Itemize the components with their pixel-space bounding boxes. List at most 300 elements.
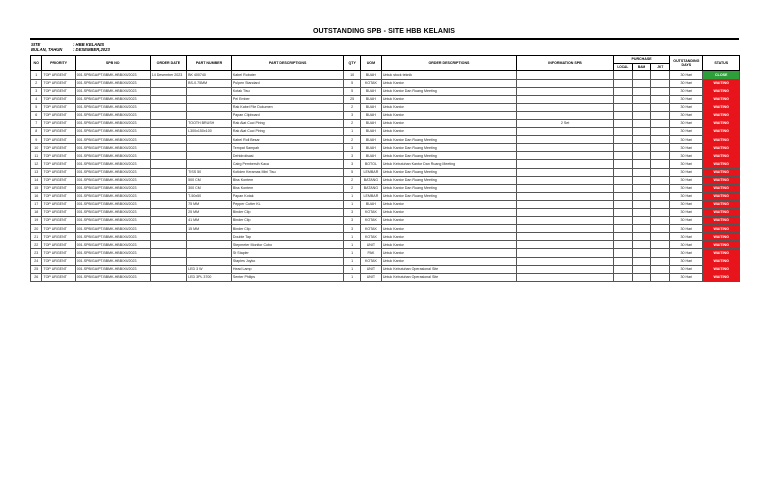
cell-qty: 1 [344, 273, 361, 281]
cell-status: WAITING [703, 136, 740, 144]
cell-part-description: Papan Clipboard [231, 111, 343, 119]
cell-order-date [150, 209, 186, 217]
cell-uom: BUAH [361, 103, 382, 111]
cell-priority: TOP URGENT [42, 136, 75, 144]
cell-no: 19 [31, 217, 42, 225]
cell-purchase-jkt [651, 225, 670, 233]
cell-no: 1 [31, 71, 42, 79]
cell-purchase-bam [632, 87, 651, 95]
cell-purchase-jkt [651, 257, 670, 265]
cell-part-description: Stepmeter Monitor Cobo [231, 241, 343, 249]
cell-order-description: Untuk stock teknik [381, 71, 516, 79]
table-row [31, 273, 740, 281]
cell-spb-no: 001.SPB/GA/PT.BBMK-HBB/XII/2023 [75, 192, 150, 200]
cell-purchase-bam [632, 225, 651, 233]
cell-spb-no: 001.SPB/GA/PT.BBMK-HBB/XII/2023 [75, 160, 150, 168]
cell-status: WAITING [703, 87, 740, 95]
cell-purchase-bam [632, 119, 651, 127]
report-title: OUTSTANDING SPB - SITE HBB KELANIS [312, 28, 456, 35]
cell-information-spb [517, 95, 614, 103]
cell-priority: TOP URGENT [42, 79, 75, 87]
cell-outstanding-days: 30 Hari [670, 136, 703, 144]
cell-qty: 1 [344, 249, 361, 257]
cell-spb-no: 001.SPB/GA/PT.BBMK-HBB/XII/2023 [75, 209, 150, 217]
cell-uom: BUAH [361, 128, 382, 136]
cell-purchase-local [613, 192, 632, 200]
cell-priority: TOP URGENT [42, 217, 75, 225]
cell-purchase-local [613, 241, 632, 249]
cell-part-number: 500 CM [187, 176, 232, 184]
meta-site-value: : HBB KELANIS [73, 42, 105, 47]
cell-uom: KOTAK [361, 217, 382, 225]
cell-status: WAITING [703, 103, 740, 111]
cell-purchase-bam [632, 152, 651, 160]
cell-order-description: Untuk Kantor [381, 257, 516, 265]
cell-status: WAITING [703, 79, 740, 87]
cell-status: WAITING [703, 111, 740, 119]
cell-qty: 2 [344, 103, 361, 111]
col-no: NO [31, 56, 42, 71]
cell-order-date [150, 128, 186, 136]
cell-purchase-local [613, 217, 632, 225]
col-information-spb: INFORMATION SPB [517, 56, 614, 71]
cell-order-description: Untuk Kantor [381, 217, 516, 225]
table-row [31, 225, 740, 233]
cell-part-number [187, 257, 232, 265]
cell-part-description: Binder Clip [231, 225, 343, 233]
cell-order-description: Untuk Kantor [381, 225, 516, 233]
cell-part-description: Biss Kontem [231, 176, 343, 184]
cell-purchase-local [613, 209, 632, 217]
cell-outstanding-days: 30 Hari [670, 144, 703, 152]
table-row [31, 103, 740, 111]
meta-site-label: SITE [31, 42, 41, 47]
cell-order-description: Untuk Kantor [381, 79, 516, 87]
cell-purchase-bam [632, 136, 651, 144]
cell-information-spb [517, 241, 614, 249]
cell-information-spb [517, 103, 614, 111]
cell-no: 18 [31, 209, 42, 217]
cell-uom: KOTAK [361, 225, 382, 233]
table-row [31, 200, 740, 208]
cell-purchase-bam [632, 144, 651, 152]
cell-information-spb [517, 152, 614, 160]
cell-uom: KOTAK [361, 209, 382, 217]
cell-information-spb [517, 111, 614, 119]
cell-purchase-jkt [651, 241, 670, 249]
cell-qty: 5 [344, 79, 361, 87]
col-outstanding-days: OUTSTANDING DAYS [670, 56, 703, 71]
cell-uom: KOTAK [361, 257, 382, 265]
cell-purchase-bam [632, 95, 651, 103]
cell-status: WAITING [703, 209, 740, 217]
cell-no: 8 [31, 128, 42, 136]
cell-order-date [150, 225, 186, 233]
cell-purchase-bam [632, 176, 651, 184]
cell-status: WAITING [703, 128, 740, 136]
cell-part-description: Tempat Sampah [231, 144, 343, 152]
cell-qty: 5 [344, 168, 361, 176]
cell-purchase-jkt [651, 144, 670, 152]
cell-status: WAITING [703, 184, 740, 192]
col-qty: QTY [344, 56, 361, 71]
cell-order-description: Untuk Kantor [381, 95, 516, 103]
cell-order-description: Untuk Kantor [381, 241, 516, 249]
cell-priority: TOP URGENT [42, 257, 75, 265]
col-purchase-local: LOCAL [613, 64, 632, 71]
cell-no: 9 [31, 136, 42, 144]
cell-purchase-local [613, 119, 632, 127]
cell-status: WAITING [703, 119, 740, 127]
cell-order-description: Untuk Kantor [381, 119, 516, 127]
cell-purchase-local [613, 160, 632, 168]
cell-uom: BUAH [361, 111, 382, 119]
cell-order-description: Untuk Kantor [381, 111, 516, 119]
cell-purchase-jkt [651, 233, 670, 241]
cell-purchase-local [613, 257, 632, 265]
cell-part-description: Pepper Cutter KL [231, 200, 343, 208]
cell-status: WAITING [703, 95, 740, 103]
cell-qty: 10 [344, 71, 361, 79]
cell-purchase-jkt [651, 79, 670, 87]
cell-spb-no: 001.SPB/GA/PT.BBMK-HBB/XII/2023 [75, 233, 150, 241]
cell-qty: 2 [344, 119, 361, 127]
cell-purchase-jkt [651, 200, 670, 208]
cell-part-description: Kabel Roll Besar [231, 136, 343, 144]
cell-information-spb [517, 71, 614, 79]
cell-order-description: Untuk Kantor [381, 209, 516, 217]
cell-no: 25 [31, 265, 42, 273]
cell-information-spb [517, 79, 614, 87]
cell-status: WAITING [703, 160, 740, 168]
cell-no: 5 [31, 103, 42, 111]
cell-priority: TOP URGENT [42, 200, 75, 208]
cell-part-description: Binder Clip [231, 217, 343, 225]
cell-order-date [150, 103, 186, 111]
col-part-descriptions: PART DESCRIPTIONS [231, 56, 343, 71]
cell-uom: LEMBAR [361, 192, 382, 200]
title-underline [30, 38, 739, 40]
cell-outstanding-days: 30 Hari [670, 249, 703, 257]
cell-order-description: Untuk Kantor [381, 128, 516, 136]
cell-purchase-local [613, 200, 632, 208]
cell-purchase-bam [632, 79, 651, 87]
cell-purchase-jkt [651, 128, 670, 136]
cell-part-description: Kabel Roboter [231, 71, 343, 79]
cell-spb-no: 001.SPB/GA/PT.BBMK-HBB/XII/2023 [75, 95, 150, 103]
cell-part-description: Rak Alat Cuci Piring [231, 119, 343, 127]
cell-priority: TOP URGENT [42, 225, 75, 233]
cell-purchase-jkt [651, 136, 670, 144]
cell-order-date [150, 192, 186, 200]
cell-status: WAITING [703, 192, 740, 200]
table-row [31, 160, 740, 168]
cell-order-date [150, 95, 186, 103]
cell-purchase-bam [632, 200, 651, 208]
cell-part-number: LED 3PL 3700 [187, 273, 232, 281]
col-status: STATUS [703, 56, 740, 71]
cell-part-description: Rak Alat Cuci Piring [231, 128, 343, 136]
table-row [31, 136, 740, 144]
table-row [31, 217, 740, 225]
cell-qty: 3 [344, 209, 361, 217]
cell-order-description: Untuk Kantor Dan Ruang Meeting [381, 184, 516, 192]
cell-uom: BATANG [361, 176, 382, 184]
col-order-date: ORDER DATE [150, 56, 186, 71]
cell-purchase-jkt [651, 209, 670, 217]
cell-status: WAITING [703, 241, 740, 249]
cell-order-description: Untuk Kantor [381, 103, 516, 111]
cell-purchase-bam [632, 71, 651, 79]
cell-spb-no: 001.SPB/GA/PT.BBMK-HBB/XII/2023 [75, 184, 150, 192]
cell-purchase-jkt [651, 249, 670, 257]
table-row [31, 184, 740, 192]
cell-purchase-local [613, 265, 632, 273]
col-purchase: PURCHASE [613, 56, 669, 64]
col-purchase-bam: BAM [632, 64, 651, 71]
cell-order-date [150, 87, 186, 95]
cell-outstanding-days: 30 Hari [670, 119, 703, 127]
cell-no: 14 [31, 176, 42, 184]
cell-outstanding-days: 30 Hari [670, 79, 703, 87]
cell-priority: TOP URGENT [42, 168, 75, 176]
cell-order-description: Untuk Kantor Dan Ruang Meeting [381, 192, 516, 200]
cell-priority: TOP URGENT [42, 160, 75, 168]
cell-purchase-jkt [651, 71, 670, 79]
table-row [31, 192, 740, 200]
cell-order-date [150, 241, 186, 249]
cell-uom: BUAH [361, 144, 382, 152]
cell-outstanding-days: 30 Hari [670, 152, 703, 160]
col-purchase-jkt: JKT [651, 64, 670, 71]
table-row [31, 168, 740, 176]
cell-purchase-local [613, 103, 632, 111]
cell-part-description: Pel Ember [231, 95, 343, 103]
cell-order-date [150, 249, 186, 257]
cell-priority: TOP URGENT [42, 87, 75, 95]
cell-purchase-bam [632, 249, 651, 257]
cell-spb-no: 001.SPB/GA/PT.BBMK-HBB/XII/2023 [75, 111, 150, 119]
cell-status: WAITING [703, 144, 740, 152]
cell-status: WAITING [703, 152, 740, 160]
cell-order-date [150, 200, 186, 208]
cell-outstanding-days: 30 Hari [670, 176, 703, 184]
cell-purchase-local [613, 225, 632, 233]
cell-qty: 3 [344, 160, 361, 168]
table-row [31, 71, 740, 79]
cell-purchase-local [613, 152, 632, 160]
meta-period-label: BULAN, TAHUN [31, 47, 63, 52]
cell-purchase-local [613, 111, 632, 119]
cell-order-date [150, 160, 186, 168]
cell-part-description: Biss Kontem [231, 184, 343, 192]
cell-spb-no: 001.SPB/GA/PT.BBMK-HBB/XII/2023 [75, 152, 150, 160]
cell-uom: BUAH [361, 152, 382, 160]
cell-priority: TOP URGENT [42, 176, 75, 184]
cell-uom: UNIT [361, 241, 382, 249]
cell-qty: 25 [344, 95, 361, 103]
cell-information-spb [517, 233, 614, 241]
cell-purchase-bam [632, 111, 651, 119]
cell-part-description: Papan Kotak [231, 192, 343, 200]
cell-information-spb [517, 249, 614, 257]
cell-part-number: 15 MM [187, 225, 232, 233]
cell-order-date [150, 233, 186, 241]
table-row [31, 87, 740, 95]
cell-information-spb [517, 209, 614, 217]
table-row [31, 152, 740, 160]
cell-status: WAITING [703, 200, 740, 208]
cell-outstanding-days: 30 Hari [670, 265, 703, 273]
cell-priority: TOP URGENT [42, 144, 75, 152]
cell-information-spb [517, 200, 614, 208]
cell-no: 21 [31, 233, 42, 241]
col-order-descriptions: ORDER DESCRIPTIONS [381, 56, 516, 71]
cell-purchase-local [613, 184, 632, 192]
cell-part-number [187, 103, 232, 111]
cell-no: 2 [31, 79, 42, 87]
cell-qty: 3 [344, 111, 361, 119]
cell-part-description: Pulpen Standard [231, 79, 343, 87]
cell-purchase-jkt [651, 111, 670, 119]
cell-outstanding-days: 30 Hari [670, 103, 703, 111]
cell-information-spb [517, 168, 614, 176]
cell-part-number: BK 400740 [187, 71, 232, 79]
cell-purchase-bam [632, 265, 651, 273]
col-spb-no: SPB NO [75, 56, 150, 71]
cell-outstanding-days: 30 Hari [670, 95, 703, 103]
cell-qty: 2 [344, 184, 361, 192]
cell-priority: TOP URGENT [42, 128, 75, 136]
cell-outstanding-days: 30 Hari [670, 241, 703, 249]
cell-part-description: Kotak Tisu [231, 87, 343, 95]
cell-no: 6 [31, 111, 42, 119]
cell-purchase-bam [632, 103, 651, 111]
table-row [31, 257, 740, 265]
cell-no: 7 [31, 119, 42, 127]
cell-purchase-local [613, 87, 632, 95]
cell-order-description: Untuk Kantor [381, 249, 516, 257]
cell-uom: PAK [361, 249, 382, 257]
cell-outstanding-days: 30 Hari [670, 71, 703, 79]
cell-information-spb [517, 144, 614, 152]
cell-status: WAITING [703, 176, 740, 184]
cell-priority: TOP URGENT [42, 103, 75, 111]
cell-qty: 2 [344, 176, 361, 184]
cell-part-description: Binder Clip [231, 209, 343, 217]
cell-status: CLOSE [703, 71, 740, 79]
cell-purchase-bam [632, 184, 651, 192]
cell-information-spb: 2 Set [517, 119, 614, 127]
cell-part-description: Kotiden Keramas Mini Tisu [231, 168, 343, 176]
cell-order-date [150, 152, 186, 160]
cell-spb-no: 001.SPB/GA/PT.BBMK-HBB/XII/2023 [75, 249, 150, 257]
cell-uom: BUAH [361, 95, 382, 103]
cell-outstanding-days: 30 Hari [670, 200, 703, 208]
cell-outstanding-days: 30 Hari [670, 111, 703, 119]
cell-spb-no: 001.SPB/GA/PT.BBMK-HBB/XII/2023 [75, 87, 150, 95]
cell-no: 23 [31, 249, 42, 257]
cell-purchase-local [613, 79, 632, 87]
cell-purchase-local [613, 233, 632, 241]
cell-priority: TOP URGENT [42, 152, 75, 160]
outstanding-spb-table [30, 55, 740, 282]
cell-purchase-local [613, 168, 632, 176]
cell-spb-no: 001.SPB/GA/PT.BBMK-HBB/XII/2023 [75, 217, 150, 225]
cell-purchase-jkt [651, 176, 670, 184]
cell-uom: KOTAK [361, 233, 382, 241]
cell-spb-no: 001.SPB/GA/PT.BBMK-HBB/XII/2023 [75, 225, 150, 233]
cell-qty: 1 [344, 241, 361, 249]
col-priority: PRIORITY [42, 56, 75, 71]
cell-outstanding-days: 30 Hari [670, 87, 703, 95]
cell-qty: 1 [344, 265, 361, 273]
cell-information-spb [517, 160, 614, 168]
cell-order-date: 14 Desember 2023 [150, 71, 186, 79]
cell-part-description: Double Tap [231, 233, 343, 241]
table-row [31, 95, 740, 103]
cell-order-description: Untuk Kantor Dan Ruang Meeting [381, 168, 516, 176]
cell-information-spb [517, 217, 614, 225]
cell-uom: BOTOL [361, 160, 382, 168]
cell-purchase-jkt [651, 273, 670, 281]
cell-part-description: St Stapler [231, 249, 343, 257]
cell-order-date [150, 79, 186, 87]
cell-part-number: L300x150x100 [187, 128, 232, 136]
cell-qty: 1 [344, 257, 361, 265]
cell-no: 15 [31, 184, 42, 192]
cell-spb-no: 001.SPB/GA/PT.BBMK-HBB/XII/2023 [75, 71, 150, 79]
cell-priority: TOP URGENT [42, 71, 75, 79]
cell-no: 12 [31, 160, 42, 168]
cell-order-description: Untuk Kebutuhan Operasional Site [381, 273, 516, 281]
cell-information-spb [517, 192, 614, 200]
meta-period [31, 47, 110, 52]
cell-spb-no: 001.SPB/GA/PT.BBMK-HBB/XII/2023 [75, 119, 150, 127]
cell-priority: TOP URGENT [42, 111, 75, 119]
cell-qty: 1 [344, 233, 361, 241]
cell-purchase-local [613, 249, 632, 257]
col-part-number: PART NUMBER [187, 56, 232, 71]
table-row [31, 144, 740, 152]
cell-part-number [187, 144, 232, 152]
cell-part-number [187, 233, 232, 241]
cell-part-number: T-50x50 [187, 192, 232, 200]
cell-order-date [150, 168, 186, 176]
cell-status: WAITING [703, 217, 740, 225]
cell-no: 3 [31, 87, 42, 95]
cell-purchase-jkt [651, 119, 670, 127]
cell-part-description: Senter Philips [231, 273, 343, 281]
cell-spb-no: 001.SPB/GA/PT.BBMK-HBB/XII/2023 [75, 265, 150, 273]
cell-order-date [150, 265, 186, 273]
cell-priority: TOP URGENT [42, 192, 75, 200]
cell-spb-no: 001.SPB/GA/PT.BBMK-HBB/XII/2023 [75, 168, 150, 176]
cell-outstanding-days: 30 Hari [670, 184, 703, 192]
table-row [31, 176, 740, 184]
cell-information-spb [517, 265, 614, 273]
cell-purchase-local [613, 128, 632, 136]
cell-order-description: Untuk Kantor [381, 233, 516, 241]
cell-order-date [150, 119, 186, 127]
cell-purchase-jkt [651, 217, 670, 225]
cell-qty: 3 [344, 225, 361, 233]
cell-information-spb [517, 273, 614, 281]
cell-outstanding-days: 30 Hari [670, 217, 703, 225]
cell-order-date [150, 257, 186, 265]
cell-outstanding-days: 30 Hari [670, 257, 703, 265]
cell-part-number [187, 152, 232, 160]
